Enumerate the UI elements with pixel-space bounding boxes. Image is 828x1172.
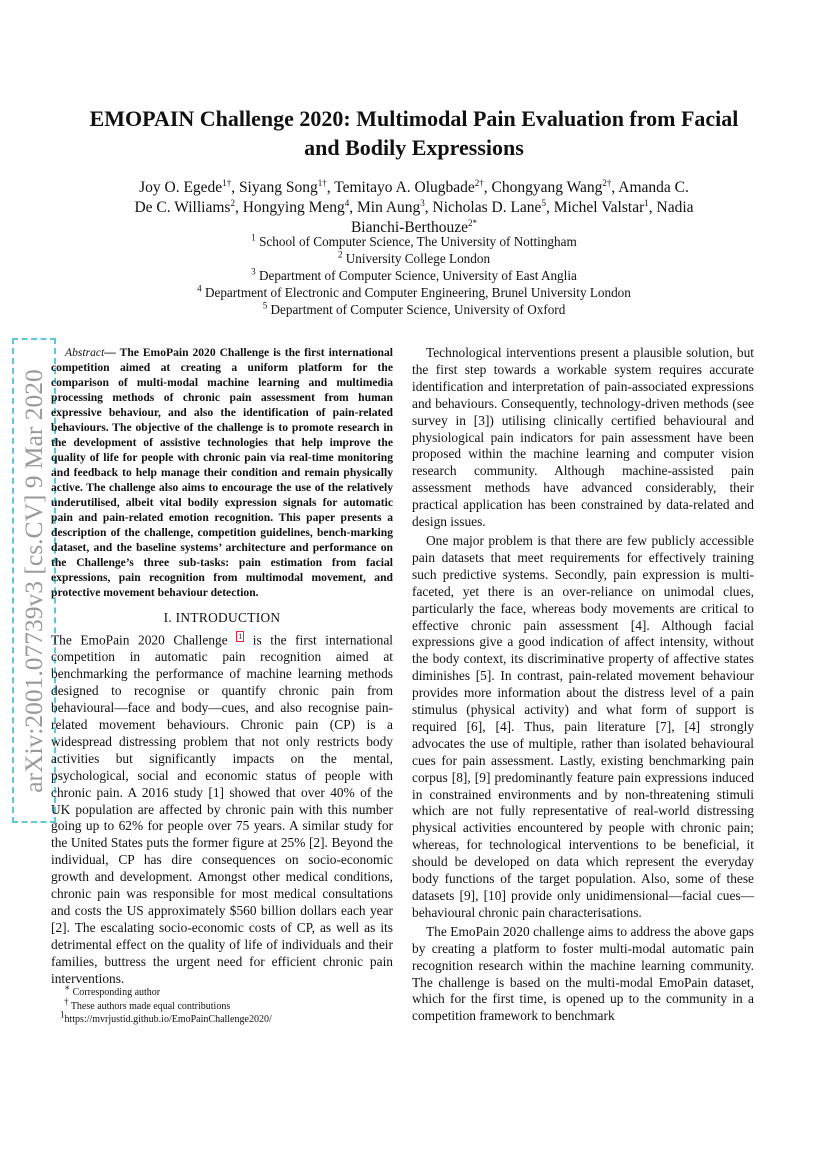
affiliation-text: Department of Computer Science, University of Oxford [270,302,566,317]
body-paragraph: Technological interventions present a plausible solution, but the first step towards a workable system requires accurate identification and interpretation of pain-associated expressions and behaviours. Consequently, technology-driven methods (see survey in [3]) utilising clinically certified behavioural and physiological pain indicators for pain assessment have been proposed within the machine learning and computer vision research community. Although machine-assisted pain assessment methods have advanced considerably, their practical application has been constrained by data-related and design issues. [412,345,754,530]
footnote [51,996,393,1014]
arxiv-identifier-link[interactable] [12,338,56,823]
body-paragraph: The EmoPain 2020 challenge aims to address the above gaps by creating a platform to foster multi-modal automatic pain recognition research within the machine learning community. The challenge is based on the multi-modal EmoPain dataset, which for the first time, is opened up to the community in a competition framework to benchmark [412,923,754,1024]
intro-paragraph [51,631,393,988]
author-affil-mark: 2† [474,177,484,188]
author-name: Michel Valstar [553,199,645,216]
author-name: Hongying Meng [242,199,345,216]
abstract-text: — The EmoPain 2020 Challenge is the first international competition aimed at creating a uniform platform for the comparison of multi-modal machine learning and multimedia processing methods of chronic pain assessment from human expressive behaviour, and also the identification of pain-related behaviours. The objective of the challenge is to promote research in the development of assistive technologies that help improve the quality of life for people with chronic pain via real-time monitoring and feedback to help manage their condition and remain physically active. The challenge also aims to encourage the use of the relatively underutilised, albeit vital bodily expression signals for automatic pain and pain-related emotion recognition. This paper presents a description of the challenge, competition guidelines, bench-marking dataset, and the baseline systems’ architecture and performance on the Challenge’s three sub-tasks: pain estimation from facial expressions, pain recognition from multimodal movement, and protective movement behaviour detection. [51,346,393,599]
author-affil-mark: 4 [344,197,350,208]
footnote-text: These authors made equal contributions [70,1000,231,1012]
author-affil-mark: 1† [317,177,327,188]
author-list [70,178,758,238]
author-sep: , Amanda C. [611,179,689,196]
affiliation [70,301,758,318]
arxiv-identifier: arXiv:2001.07739v3 [cs.CV] 9 Mar 2020 [19,368,48,793]
author-name: Siyang Song [238,179,318,196]
challenge-url-link[interactable]: https://mvrjustid.github.io/EmoPainChallenge2020/ [64,1014,272,1025]
affiliation-text: University College London [345,251,491,266]
author-affil-mark: 2† [602,177,612,188]
affiliation-text: School of Computer Science, The University of Nottingham [259,234,577,249]
affiliation-number: 5 [262,300,268,311]
affiliation [70,267,758,284]
footnote [51,1009,393,1027]
author-sep: , [234,199,243,216]
author-name: Min Aung [356,199,421,216]
author-sep: , [349,199,357,216]
affiliation-text: Department of Electronic and Computer Engineering, Brunel University London [204,285,631,300]
section-heading: I. INTRODUCTION [163,610,281,625]
author-sep: , [231,179,239,196]
author-name: Bianchi-Berthouze [350,219,469,236]
author-sep: , [424,199,433,216]
title-line-1: EMOPAIN Challenge 2020: Multimodal Pain Evaluation from Facial [89,106,739,131]
affiliation-list [70,233,758,318]
affiliation [70,284,758,301]
right-column [412,345,754,1027]
footnotes [51,982,393,1027]
footnote-mark: 1 [60,1009,65,1020]
author-affil-mark: 1† [222,177,232,188]
author-sep: , [545,199,554,216]
author-affil-mark: 3 [420,197,425,208]
affiliation-text: Department of Computer Science, University of East Anglia [258,268,577,283]
affiliation-number: 1 [251,232,256,243]
affiliation-number: 2 [337,249,343,260]
abstract-label: Abstract [65,346,105,359]
author-name: De C. Williams [134,199,231,216]
affiliation [70,233,758,250]
author-affil-mark: 1 [644,197,649,208]
author-name: Joy O. Egede [139,179,223,196]
author-sep: , [483,179,492,196]
author-affil-mark: 2* [468,217,478,228]
footnote-link[interactable]: 1 [238,632,243,641]
title-line-2: and Bodily Expressions [304,135,524,160]
author-name: Nicholas D. Lane [432,199,542,216]
author-affil-mark: 5 [541,197,546,208]
body-paragraph: One major problem is that there are few publicly accessible pain datasets that meet requirements for effectively training such predictive systems. Secondly, pain expression is multi-faceted, yet there is an over-reliance on unimodal clues, particularly the face, whereas body movements are critical to effective chronic pain assessment [4]. Although facial expressions give a good indication of affect intensity, without the body context, its discriminative property of affective states diminishes [5]. In contrast, pain-related movement behaviour provides more information about the distress level of a pain stimulus (physical activity) and what form of support is required [6], [4]. Thus, pain literature [7], [4] strongly advocates the use of multiple, rather than isolated behavioural cues for pain assessment. Lastly, existing benchmarking pain corpus [8], [9] predominantly feature pain expressions induced in constrained environments and by non-threatening stimuli which are not fully representative of real-world distressing physical activities encountered by people with chronic pain; whereas, for technological interventions to be beneficial, it should be developed on data which represent the everyday body functions of the target population. Also, some of these datasets [9], [10] provide only unidimensional—facial cues—behavioural chronic pain characterisations. [412,532,754,920]
footnote-text: Corresponding author [72,987,161,998]
author-sep: , [326,179,335,196]
author-sep: , Nadia [648,199,694,216]
affiliation-number: 4 [197,283,202,294]
affiliation-number: 3 [251,266,256,277]
intro-text-start: The EmoPain 2020 Challenge [51,632,237,648]
intro-text-rest: is the first international competition in automatic pain recognition aimed at benchmarking the performance of machine learning methods designed to recognise or quantify chronic pain from behavioural—face and body—cues, and also recognise pain-related movement behaviours. Chronic pain (CP) is a widespread distressing problem that not only restricts body activities but significantly impacts on the mental, psychological, social and economic status of people with chronic pain. A 2016 study [1] showed that over 40% of the UK population are affected by chronic pain with this number going up to 62% for people over 75 years. A similar study for the United States puts the former figure at 25% [2]. Beyond the individual, CP has dire consequences on socio-economic growth and development. Amongst other medical conditions, chronic pain was responsible for most medical consultations and costs the US approximately $560 billion dollars each year [2]. The escalating socio-economic costs of CP, as well as its detrimental effect on the quality of life of individuals and their families, buttress the urgent need for efficient chronic pain interventions. [51,632,393,986]
footnote-mark: ∗ [64,982,71,993]
author-name: Temitayo A. Olugbade [334,179,475,196]
abstract [51,345,393,600]
left-column [51,345,393,990]
footnote-mark: † [64,996,69,1007]
author-name: Chongyang Wang [491,179,603,196]
author-affil-mark: 2 [230,197,235,208]
footnote [51,982,393,1000]
affiliation [70,250,758,267]
paper-title [40,104,788,162]
